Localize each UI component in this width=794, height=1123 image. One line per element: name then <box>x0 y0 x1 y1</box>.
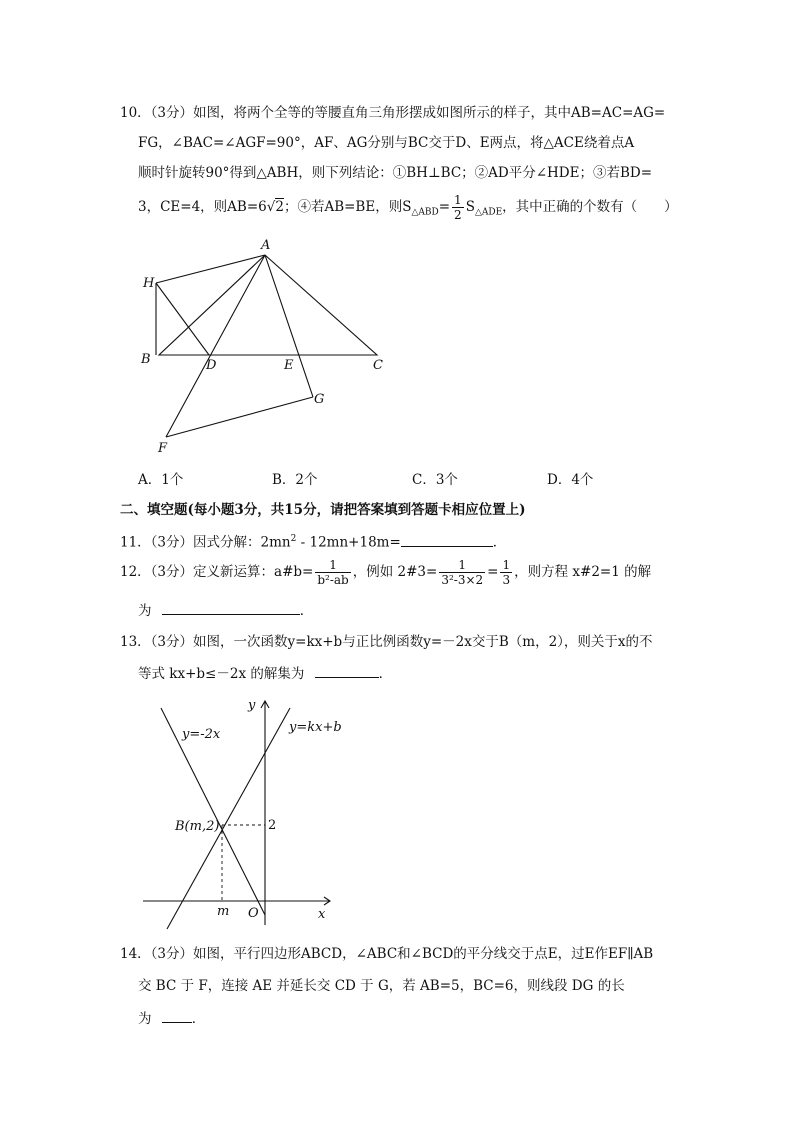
label-c: C <box>373 358 383 373</box>
q12-frac-2-num: 1 <box>439 558 485 573</box>
section-2-heading: 二、填空题(每小题3分，共15分，请把答案填到答题卡相应位置上) <box>120 502 526 518</box>
q11-line <box>120 529 506 553</box>
q10-line-3: 顺时针旋转90°得到△ABH，则下列结论：①BH⊥BC；②AD平分∠HDE；③若BD= <box>138 165 653 181</box>
q12-eq: = <box>487 564 499 580</box>
label-a: A <box>261 238 271 253</box>
q10-line-1: 10．（3分）如图，将两个全等的等腰直角三角形摆成如图所示的样子，其中AB=AC=AG= <box>120 105 666 121</box>
q10-line-4-c: S <box>465 199 475 215</box>
q14-answer-blank[interactable] <box>162 1008 192 1023</box>
segment-ah <box>156 255 265 283</box>
label-g: G <box>314 392 325 407</box>
segment-af <box>166 255 265 437</box>
label-point-b: B(m,2) <box>175 819 220 834</box>
label-m: m <box>217 904 230 919</box>
q10-sqrt-value: 2 <box>275 199 284 215</box>
label-h: H <box>143 276 155 291</box>
q11-end: ． <box>492 534 507 551</box>
q13-line-1: 13．（3分）如图，一次函数y=kx+b与正比例函数y=－2x交于B（m，2），则关于x的不 <box>120 634 653 650</box>
q12-frac-3-den: 3 <box>502 573 511 587</box>
q10-line-4-a: 3，CE=4，则AB=6 <box>138 199 267 215</box>
q12-frac-2 <box>439 558 485 587</box>
label-two: 2 <box>268 818 277 833</box>
q10-eq: = <box>438 199 451 215</box>
q14-line-1: 14．（3分）如图，平行四边形ABCD，∠ABC和∠BCD的平分线交于点E，过E作EF∥AB <box>120 946 654 962</box>
q10-line-4-d: ，其中正确的个数有（ ） <box>502 199 678 215</box>
q14-line-2: 交 BC 于 F，连接 AE 并延长交 CD 于 G，若 AB=5，BC=6，则线段 DG 的长 <box>138 978 625 994</box>
q10-frac-den: 2 <box>454 208 462 222</box>
segment-hd <box>156 283 209 355</box>
q13-line-2-text: 等式 kx+b≤－2x 的解集为 <box>138 666 305 682</box>
q11-rest: - 12mn+18m= <box>296 534 401 551</box>
choice-b: B．2个 <box>272 472 318 488</box>
q13-function-graph <box>140 693 360 933</box>
segment-fg <box>166 397 313 437</box>
q12-line-2 <box>138 600 313 621</box>
q12-frac-1-num: 1 <box>315 558 350 573</box>
q12-frac-3-num: 1 <box>502 558 511 572</box>
q13-end: ． <box>378 666 393 682</box>
q12-frac-2-den: 3²-3×2 <box>441 573 484 587</box>
label-line-neg2x: y=-2x <box>182 727 221 742</box>
q14-line-3 <box>138 1008 205 1029</box>
label-line-kx-b: y=kx+b <box>289 720 342 735</box>
label-b: B <box>141 352 151 367</box>
q10-line-2: FG，∠BAC=∠AGF=90°，AF、AG分别与BC交于D、E两点，将△ACE绕着点A <box>138 135 635 151</box>
q12-frac-1 <box>315 558 350 587</box>
q10-fraction <box>452 193 464 222</box>
triangle-abc <box>159 255 377 355</box>
q13-line-2 <box>138 663 392 684</box>
q12-frac-3 <box>500 558 512 587</box>
q10-frac-num: 1 <box>454 193 462 207</box>
q12-answer-blank[interactable] <box>162 600 300 615</box>
q10-triangle-figure <box>135 235 395 455</box>
sqrt-symbol: √ <box>266 199 276 215</box>
q11-answer-blank[interactable] <box>401 532 493 547</box>
q12-prefix: 12．（3分）定义新运算：a#b= <box>120 564 314 580</box>
q12-end: ． <box>299 603 314 619</box>
q12-line-2-text: 为 <box>138 603 152 619</box>
label-d: D <box>206 358 217 373</box>
q14-line-3-text: 为 <box>138 1011 152 1027</box>
label-x-axis: x <box>318 907 326 922</box>
q11-prefix: 11．（3分）因式分解：2mn <box>120 534 291 551</box>
choice-c: C．3个 <box>412 472 458 488</box>
q10-sub-abd: △ABD <box>411 207 439 218</box>
q11-sup: 2 <box>290 534 297 544</box>
q12-frac-1-den: b²-ab <box>317 573 349 587</box>
choice-a: A．1个 <box>138 472 184 488</box>
q12-line-1 <box>120 558 651 587</box>
choice-d: D．4个 <box>547 472 594 488</box>
q13-answer-blank[interactable] <box>315 663 379 678</box>
label-f: F <box>158 441 168 455</box>
q12-tail: ，则方程 x#2=1 的解 <box>514 564 652 580</box>
label-y-axis: y <box>248 698 256 713</box>
label-e: E <box>284 358 294 373</box>
q10-line-4-b: ；④若AB=BE，则S <box>283 199 412 215</box>
label-origin: O <box>248 906 259 921</box>
q14-end: ． <box>191 1011 206 1027</box>
q12-mid: ，例如 2#3= <box>352 564 438 580</box>
q10-sub-ade: △ADE <box>474 207 503 218</box>
q10-line-4 <box>138 193 678 223</box>
